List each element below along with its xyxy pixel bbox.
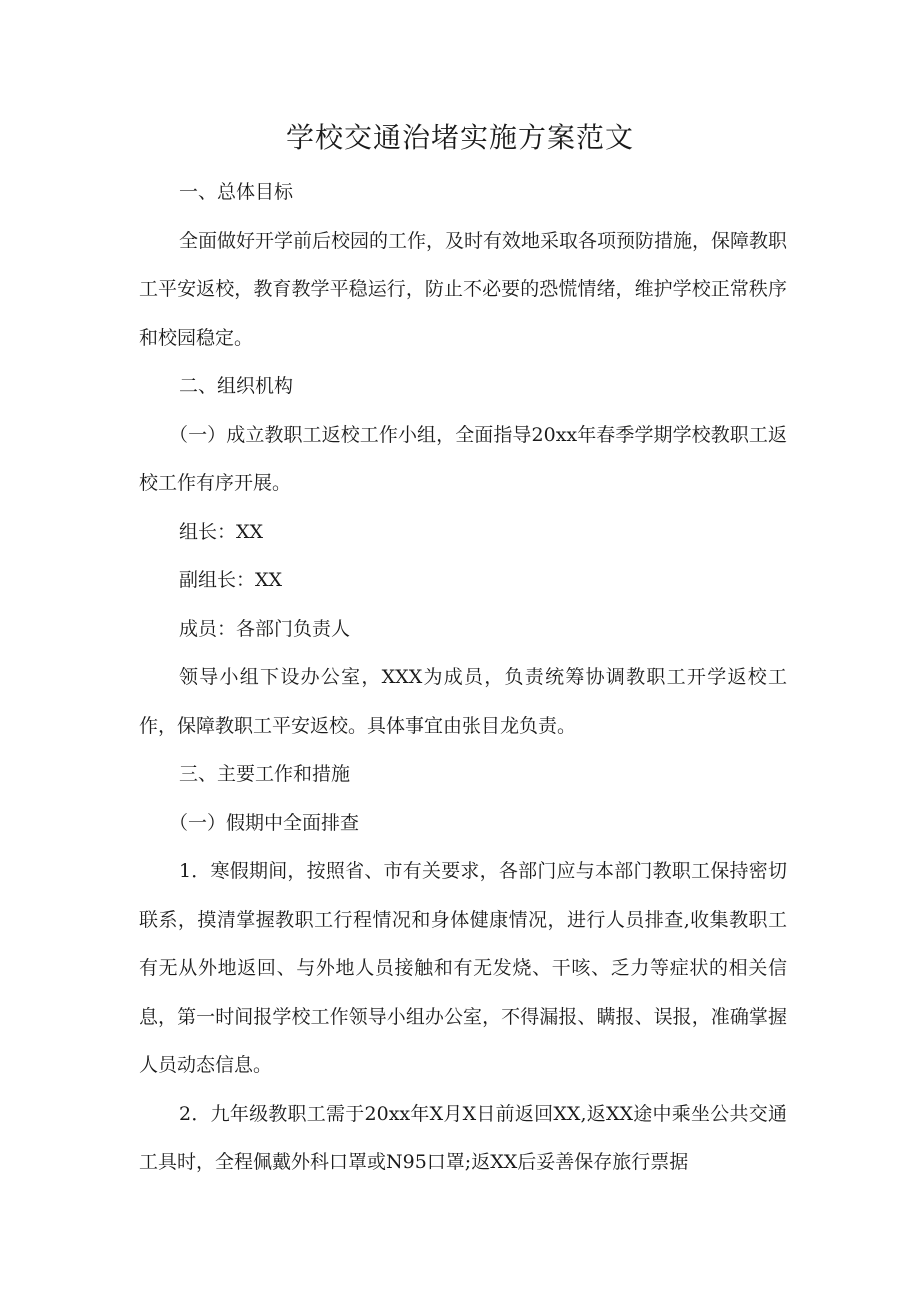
heading-main-work: 三、主要工作和措施 xyxy=(179,763,351,785)
deputy-group-leader: 副组长：XX xyxy=(179,569,283,591)
paragraph-goal-text: 全面做好开学前后校园的工作，及时有效地采取各项预防措施，保障教职工平安返校，教育教学平稳运行，防止不必要的恐慌情绪，维护学校正常秩序和校园稳定。 xyxy=(139,229,788,349)
group-leader: 组长：XX xyxy=(179,520,264,543)
group-members: 成员：各部门负责人 xyxy=(179,617,351,640)
paragraph-office: 领导小组下设办公室，XXX为成员，负责统筹协调教职工开学返校工作，保障教职工平安返校。具体事宜由张目龙负责。 xyxy=(139,666,787,737)
heading-general-goal: 一、总体目标 xyxy=(179,181,294,203)
heading-organization: 二、组织机构 xyxy=(179,375,294,397)
document-body xyxy=(139,168,787,1187)
document-title: 学校交通治堵实施方案范文 xyxy=(285,121,634,154)
subheading-holiday-check: （一）假期中全面排查 xyxy=(169,811,360,834)
paragraph-working-group: （一）成立教职工返校工作小组，全面指导20xx年春季学期学校教职工返校工作有序开展。 xyxy=(139,423,787,494)
list-item-1: 1．寒假期间，按照省、市有关要求，各部门应与本部门教职工保持密切联系，摸清掌握教职工行程情况和身体健康情况，进行人员排查,收集教职工有无从外地返回、与外地人员接触和有无发烧、干咳、乏力等症状的相关信息，第一时间报学校工作领导小组办公室，不得漏报、瞒报、误报，准确掌握人员动态信息。 xyxy=(139,860,787,1076)
list-item-2: 2．九年级教职工需于20xx年X月X日前返回XX,返XX途中乘坐公共交通工具时，全程佩戴外科口罩或N95口罩;返XX后妥善保存旅行票据 xyxy=(139,1102,787,1173)
